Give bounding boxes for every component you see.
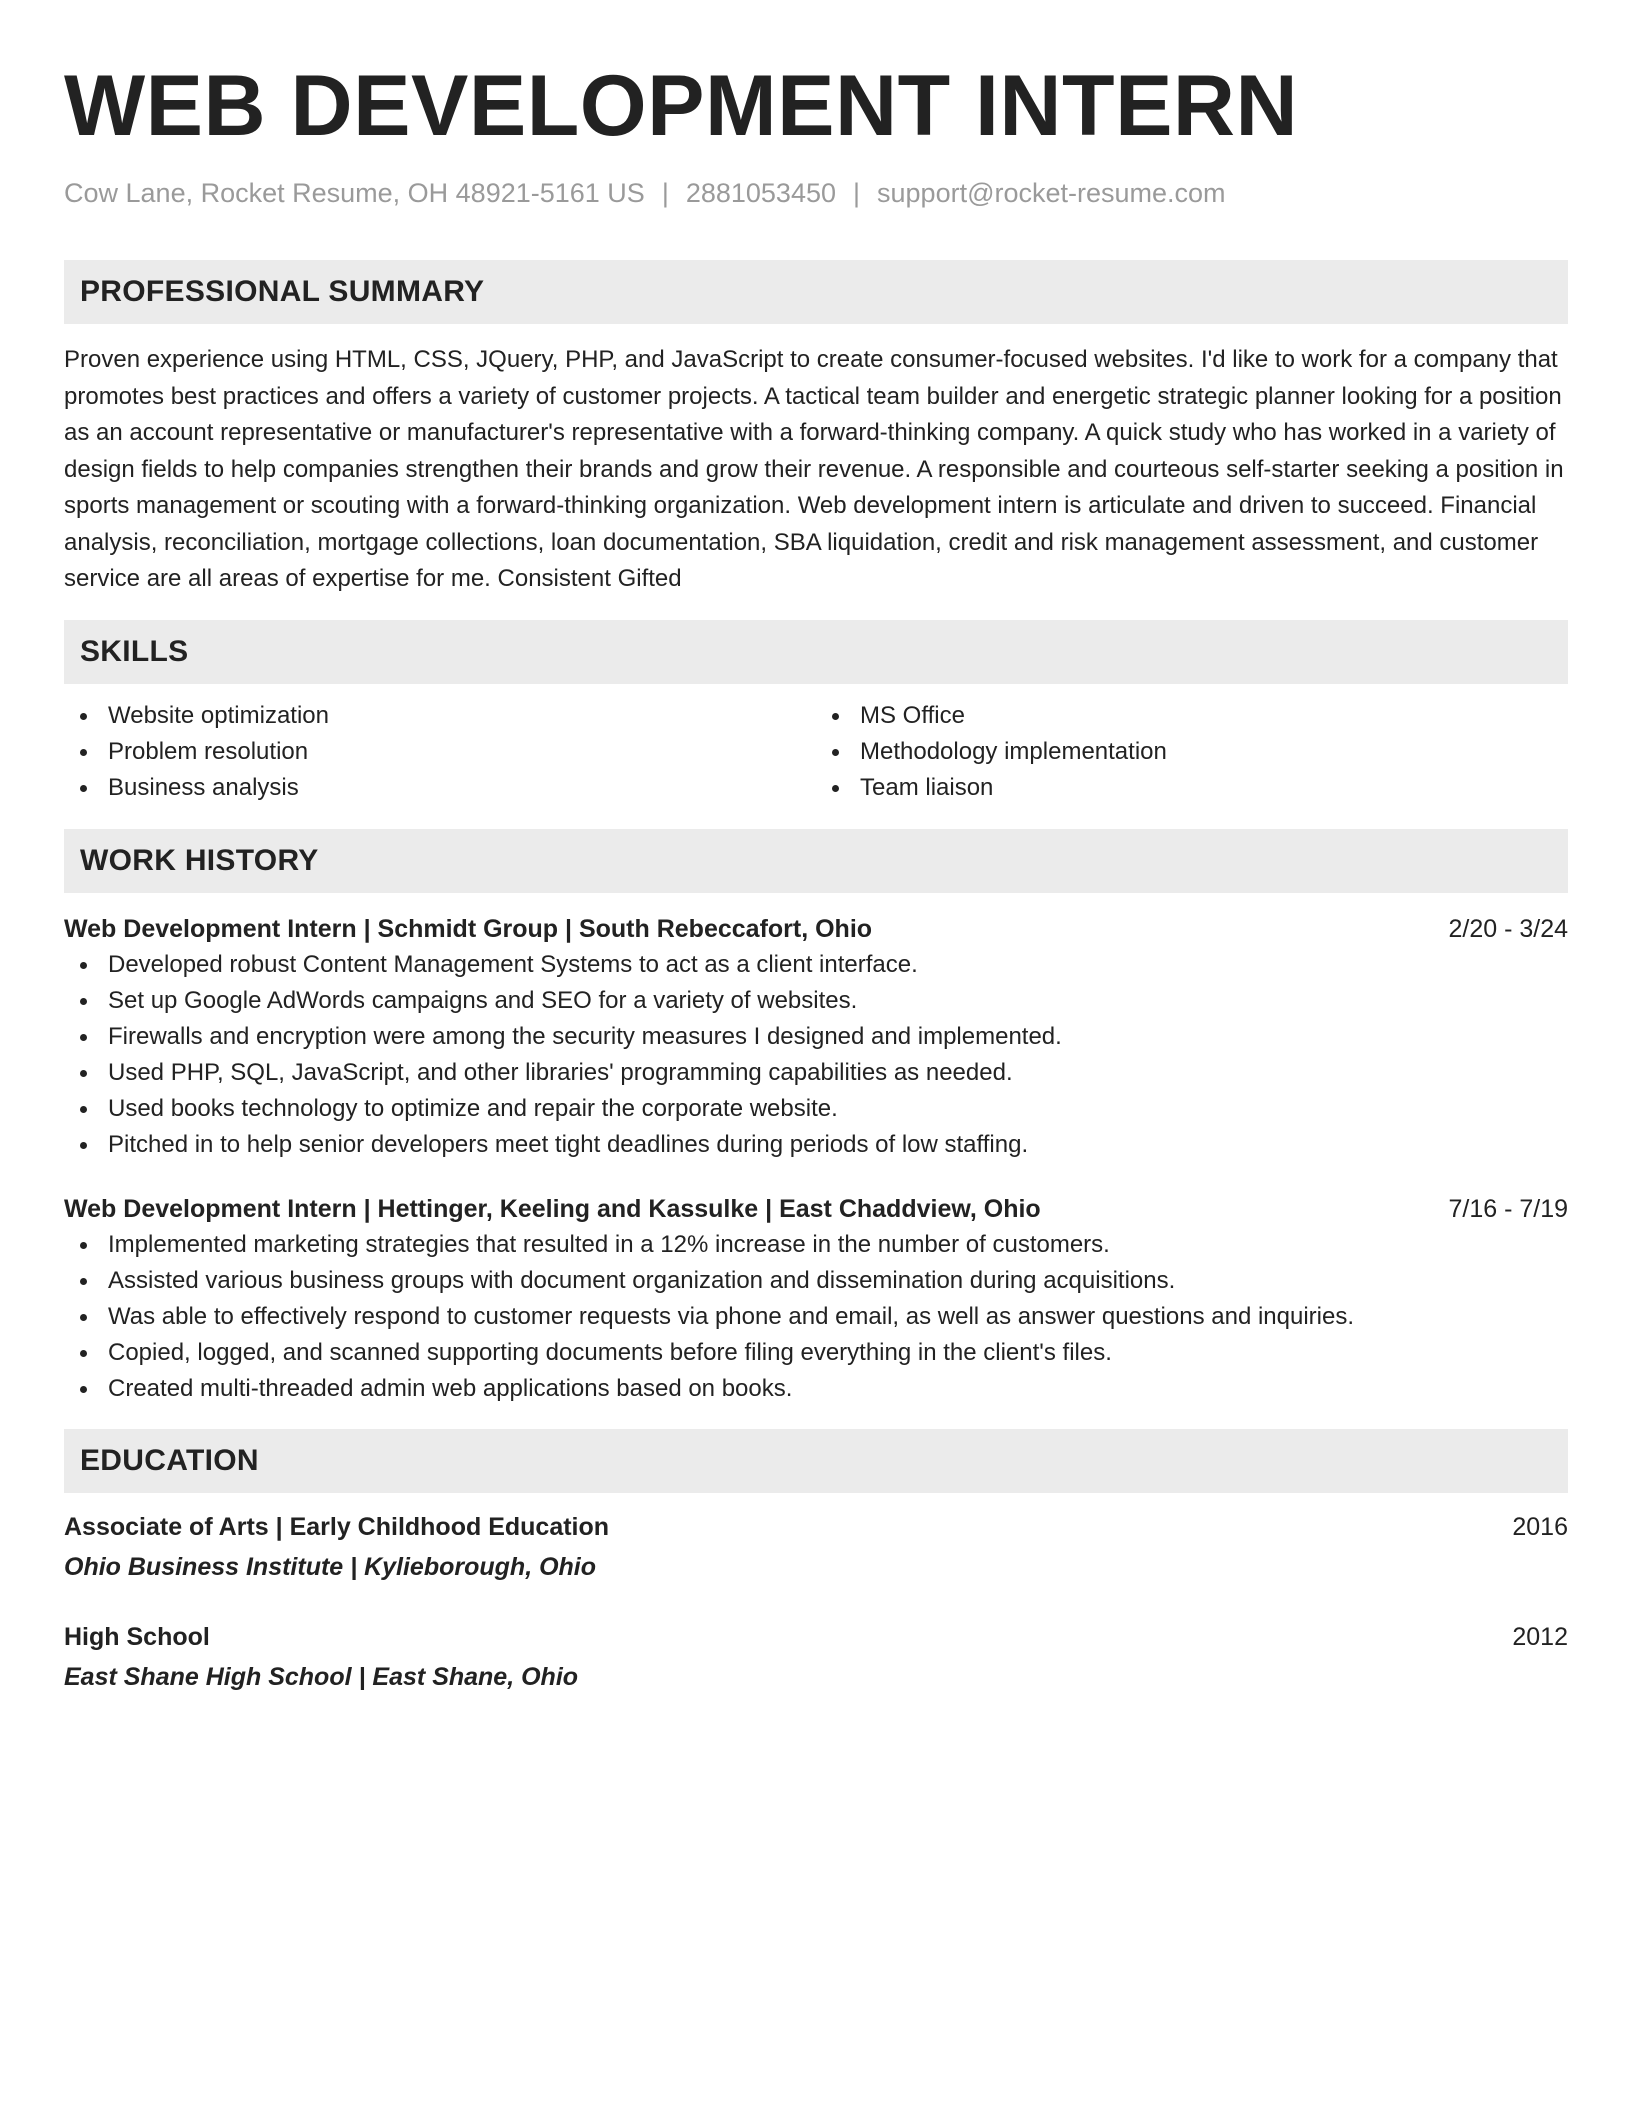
section-heading-summary: PROFESSIONAL SUMMARY	[64, 260, 1568, 324]
education-entry-header	[64, 1619, 1568, 1655]
skill-item: Website optimization	[64, 698, 816, 734]
skill-item: Team liaison	[816, 770, 1568, 806]
job-duty-item: Used PHP, SQL, JavaScript, and other libraries' programming capabilities as needed.	[64, 1055, 1568, 1091]
job-title: Web Development Intern | Hettinger, Keeling and Kassulke | East Chaddview, Ohio	[64, 1194, 1041, 1223]
skills-column-left	[64, 698, 816, 806]
job-duty-item: Firewalls and encryption were among the security measures I designed and implemented.	[64, 1019, 1568, 1055]
job-duty-item: Created multi-threaded admin web applications based on books.	[64, 1371, 1568, 1407]
contact-phone: 2881053450	[685, 178, 836, 208]
job-duty-item: Assisted various business groups with document organization and dissemination during acquisitions.	[64, 1263, 1568, 1299]
skills-list	[64, 698, 1568, 806]
job-duty-item: Pitched in to help senior developers meet tight deadlines during periods of low staffing.	[64, 1127, 1568, 1163]
skill-item: Problem resolution	[64, 734, 816, 770]
skill-item: Methodology implementation	[816, 734, 1568, 770]
section-heading-education: EDUCATION	[64, 1429, 1568, 1493]
skill-item: MS Office	[816, 698, 1568, 734]
skill-item: Business analysis	[64, 770, 816, 806]
contact-separator: |	[853, 178, 861, 208]
education-school: Ohio Business Institute | Kylieborough, Ohio	[64, 1552, 597, 1581]
section-heading-skills: SKILLS	[64, 620, 1568, 684]
education-year: 2016	[1512, 1512, 1568, 1541]
contact-address: Cow Lane, Rocket Resume, OH 48921-5161 US	[64, 178, 645, 208]
job-duty-item: Implemented marketing strategies that resulted in a 12% increase in the number of customers.	[64, 1227, 1568, 1263]
education-degree: High School	[64, 1622, 210, 1651]
job-duties-list	[64, 1227, 1568, 1407]
contact-email: support@rocket-resume.com	[877, 178, 1226, 208]
contact-line	[64, 176, 1568, 210]
education-year: 2012	[1512, 1622, 1568, 1651]
education-entry-header	[64, 1509, 1568, 1545]
job-duty-item: Used books technology to optimize and repair the corporate website.	[64, 1091, 1568, 1127]
job-entry-header	[64, 1191, 1568, 1227]
contact-separator: |	[661, 178, 669, 208]
job-duty-item: Set up Google AdWords campaigns and SEO for a variety of websites.	[64, 983, 1568, 1019]
job-title: Web Development Intern | Schmidt Group | South Rebeccafort, Ohio	[64, 914, 873, 943]
job-duty-item: Developed robust Content Management Systems to act as a client interface.	[64, 947, 1568, 983]
candidate-name: WEB DEVELOPMENT INTERN	[64, 58, 1299, 154]
summary-text: Proven experience using HTML, CSS, JQuery, PHP, and JavaScript to create consumer-focused websites. I'd like to work for a company that promotes best practices and offers a variety of customer projects. A tactical team builder and energetic strategic planner looking for a position as an account representative or manufacturer's representative with a forward-thinking company. A quick study who has worked in a variety of design fields to help companies strengthen their brands and grow their revenue. A responsible and courteous self-starter seeking a position in sports management or scouting with a forward-thinking organization. Web development intern is articulate and driven to succeed. Financial analysis, reconciliation, mortgage collections, loan documentation, SBA liquidation, credit and risk management assessment, and customer service are all areas of expertise for me. Consistent Gifted	[64, 346, 1564, 592]
education-degree: Associate of Arts | Early Childhood Education	[64, 1512, 610, 1541]
job-entry-header	[64, 911, 1568, 947]
job-duty-item: Copied, logged, and scanned supporting documents before filing everything in the client's files.	[64, 1335, 1568, 1371]
job-duty-item: Was able to effectively respond to customer requests via phone and email, as well as answer questions and inquiries.	[64, 1299, 1568, 1335]
job-dates: 7/16 - 7/19	[1448, 1194, 1568, 1223]
skills-column-right	[816, 698, 1568, 806]
section-heading-work-history: WORK HISTORY	[64, 829, 1568, 893]
job-duties-list	[64, 947, 1568, 1163]
education-school: East Shane High School | East Shane, Ohio	[64, 1662, 579, 1691]
job-dates: 2/20 - 3/24	[1448, 914, 1568, 943]
